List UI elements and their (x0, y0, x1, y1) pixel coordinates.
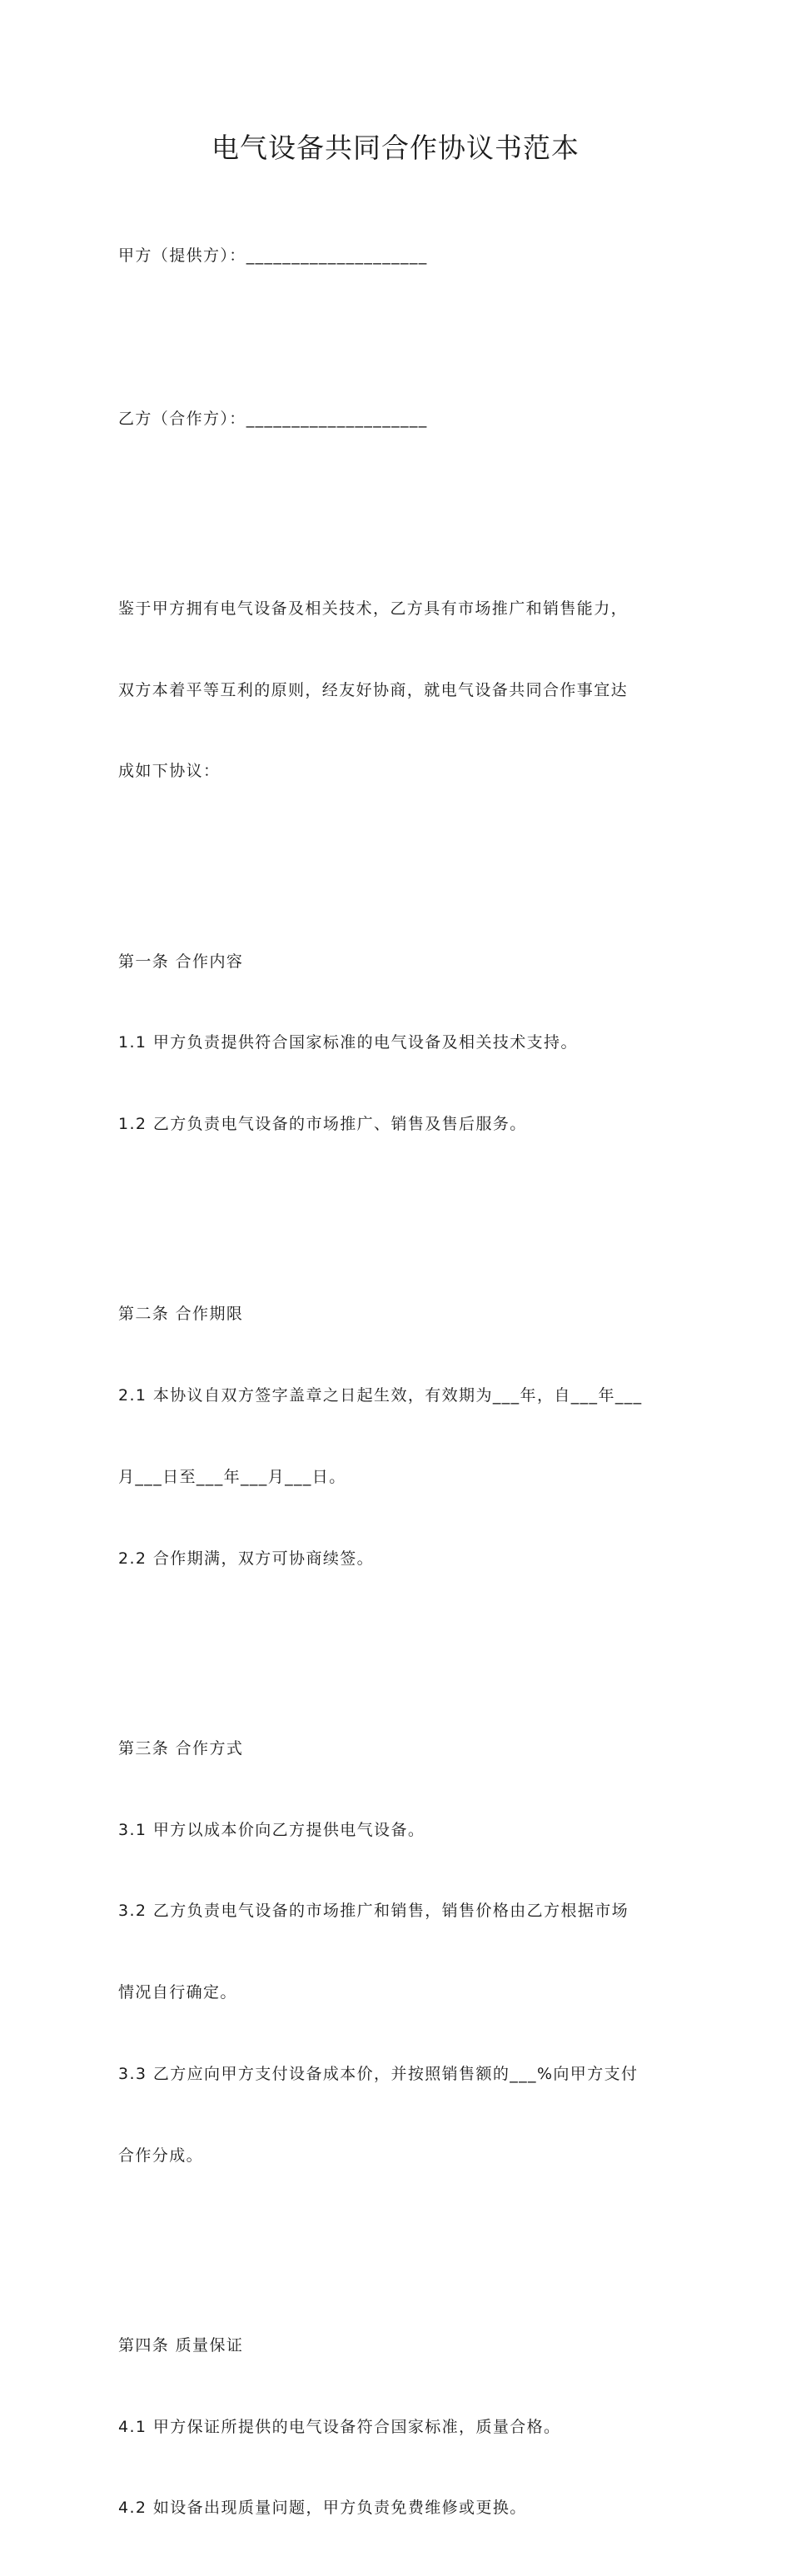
clause-line: 1.1 甲方负责提供符合国家标准的电气设备及相关技术支持。 (118, 1033, 578, 1052)
clause-line: 3.1 甲方以成本价向乙方提供电气设备。 (118, 1820, 425, 1839)
article-3-heading: 第三条 合作方式 (118, 1738, 244, 1758)
document-title: 电气设备共同合作协议书范本 (211, 132, 580, 165)
clause-line: 4.2 如设备出现质量问题，甲方负责免费维修或更换。 (118, 2499, 527, 2518)
party-a-line: 甲方（提供方）：____________________ (118, 246, 428, 266)
clause-line: 2.1 本协议自双方签字盖章之日起生效，有效期为___年，自___年___ (118, 1386, 643, 1405)
clause-line: 2.2 合作期满，双方可协商续签。 (118, 1549, 375, 1568)
blank-line (118, 1192, 684, 1220)
article-2-heading: 第二条 合作期限 (118, 1305, 244, 1324)
preamble-line: 成如下协议： (118, 762, 221, 781)
blank-line (118, 839, 684, 867)
clause-line: 3.2 乙方负责电气设备的市场推广和销售，销售价格由乙方根据市场 (118, 1902, 629, 1921)
article-4-heading: 第四条 质量保证 (118, 2335, 244, 2355)
document-body (118, 188, 684, 2576)
blank-line (118, 487, 684, 515)
preamble-line: 鉴于甲方拥有电气设备及相关技术，乙方具有市场推广和销售能力， (118, 599, 629, 618)
blank-line (118, 2224, 684, 2251)
clause-line: 情况自行确定。 (118, 1983, 237, 2002)
article-1-heading: 第一条 合作内容 (118, 952, 244, 971)
clause-line: 1.2 乙方负责电气设备的市场推广、销售及售后服务。 (118, 1115, 527, 1134)
clause-line: 3.3 乙方应向甲方支付设备成本价，并按照销售额的___%向甲方支付 (118, 2064, 639, 2083)
preamble-line: 双方本着平等互利的原则，经友好协商，就电气设备共同合作事宜达 (118, 680, 629, 699)
party-b-line: 乙方（合作方）：____________________ (118, 409, 428, 428)
blank-line (118, 324, 684, 351)
clause-line: 合作分成。 (118, 2146, 204, 2165)
clause-line: 4.1 甲方保证所提供的电气设备符合国家标准，质量合格。 (118, 2417, 561, 2436)
blank-line (118, 1626, 684, 1654)
clause-line: 月___日至___年___月___日。 (118, 1467, 346, 1486)
